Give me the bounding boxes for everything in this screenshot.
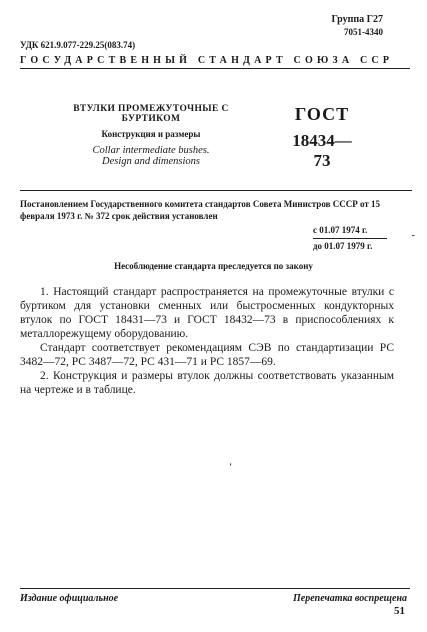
gost-designation bbox=[286, 104, 358, 171]
classification-code: 7051-4340 bbox=[344, 27, 383, 37]
paragraph-1: 1. Настоящий стандарт распространяется на промежуточные втулки с буртиком для установки сменных или быстросменных кондукторных втулок по ГОСТ 18431—73 и ГОСТ 18432—73 в приспособлениях к металлорежущему оборудованию. bbox=[20, 286, 394, 340]
gost-number: 18434—73 bbox=[292, 131, 352, 170]
valid-from: с 01.07 1974 г. bbox=[313, 225, 368, 235]
header-rule bbox=[20, 68, 410, 69]
paragraph-2: Стандарт соответствует рекомендациям СЭВ по стандартизации РС 3482—72, РС 3487—72, РС 431—71 и РС 1857—69. bbox=[20, 342, 394, 368]
valid-to: до 01.07 1979 г. bbox=[313, 238, 387, 252]
group-classification bbox=[331, 14, 383, 38]
decree-text: Постановлением Государственного комитета стандартов Совета Министров СССР от 15 февраля 1973 г. № 372 срок действия установлен bbox=[20, 199, 380, 221]
gost-label: ГОСТ bbox=[294, 104, 350, 124]
title-ru: ВТУЛКИ ПРОМЕЖУТОЧНЫЕ С БУРТИКОМ bbox=[73, 104, 229, 124]
title-block bbox=[46, 104, 256, 167]
subtitle-ru: Конструкция и размеры bbox=[101, 129, 201, 139]
title-rule bbox=[20, 190, 412, 191]
body-text bbox=[20, 285, 394, 397]
title-en bbox=[46, 145, 256, 167]
udk-code: УДК 621.9.077-229.25(083.74) bbox=[20, 40, 136, 50]
title-en-line2: Design and dimensions bbox=[102, 156, 200, 167]
state-standard-banner: ГОСУДАРСТВЕННЫЙ СТАНДАРТ СОЮЗА ССР bbox=[20, 55, 394, 66]
legal-notice: Несоблюдение стандарта преследуется по закону bbox=[114, 261, 313, 271]
margin-mark: - bbox=[411, 230, 415, 241]
group-label: Группа Г27 bbox=[331, 14, 383, 25]
paragraph-3: 2. Конструкция и размеры втулок должны соответствовать указанным на чертеже и в таблице. bbox=[20, 370, 394, 396]
validity-dates bbox=[313, 225, 387, 252]
reprint-prohibited-label: Перепечатка воспрещена bbox=[293, 593, 407, 604]
official-edition-label: Издание официальное bbox=[20, 593, 119, 604]
stray-mark: ʻ bbox=[229, 462, 233, 473]
footer-rule bbox=[20, 588, 410, 589]
title-en-line1: Collar intermediate bushes. bbox=[92, 145, 210, 156]
page-number: 51 bbox=[394, 605, 405, 617]
